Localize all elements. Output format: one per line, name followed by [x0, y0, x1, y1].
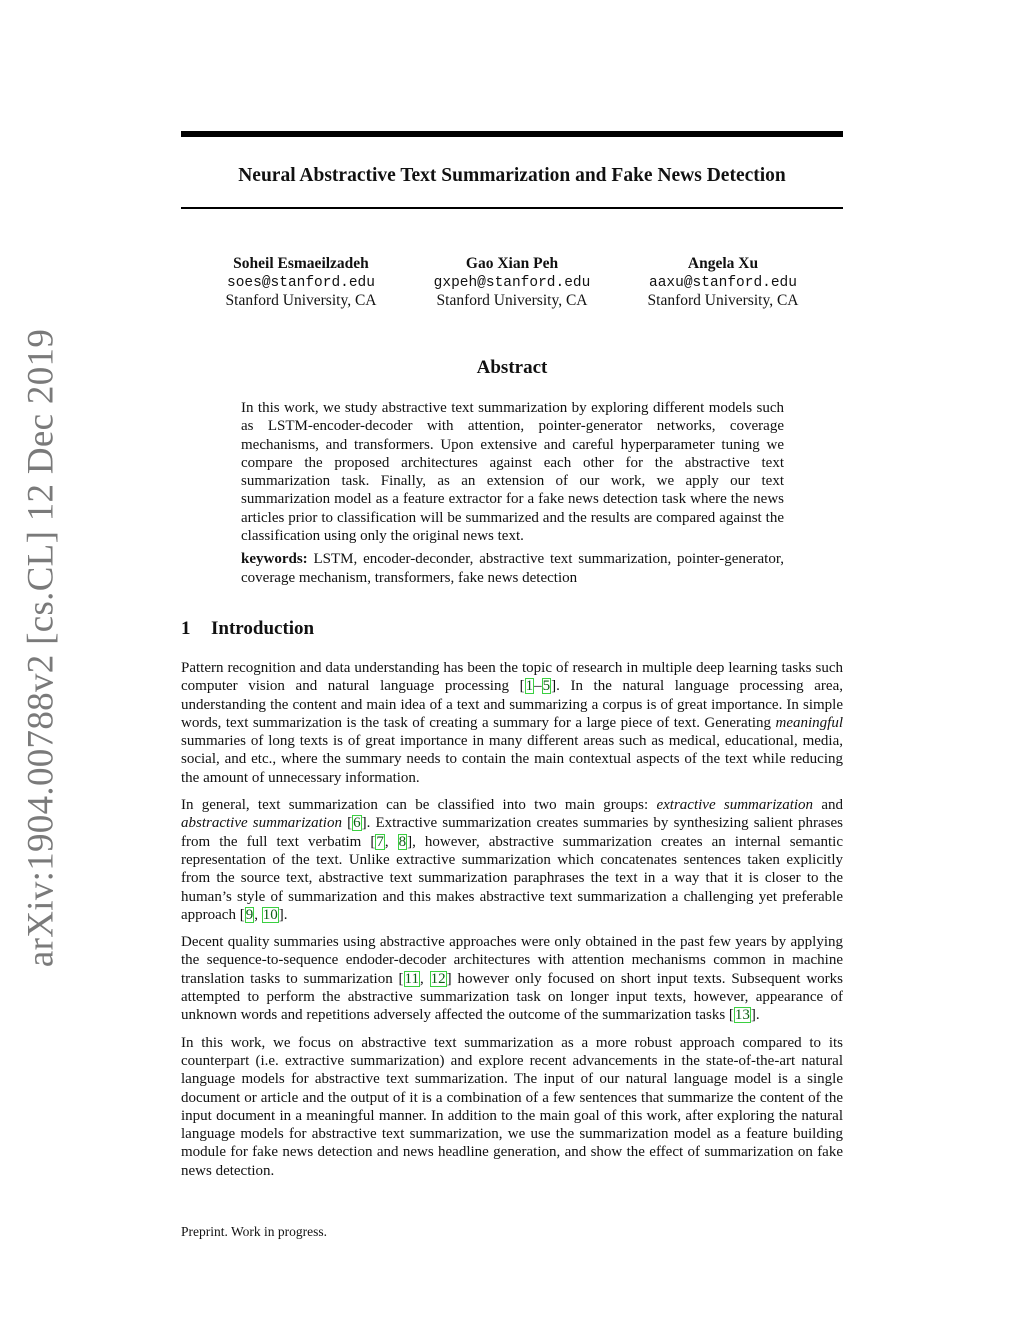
citation-link[interactable]: 10 — [262, 906, 278, 923]
title-block — [181, 131, 843, 209]
author-block — [191, 255, 411, 311]
footer-note: Preprint. Work in progress. — [181, 1224, 328, 1239]
author-email: aaxu@stanford.edu — [649, 274, 797, 291]
citation-link[interactable]: 1 — [525, 678, 534, 695]
author-affiliation: Stanford University, CA — [436, 292, 588, 309]
section-title: Introduction — [211, 618, 315, 639]
paragraph: Pattern recognition and data understanding has been the topic of research in multiple deep learning tasks such computer vision and natural language processing [1–5]. In the natural language processing area, understanding the content and main idea of a text and summarizing a corpus is of great importance. In simple words, text summarization is the task of creating a summary for a large piece of text. Generating meaningful summaries of long texts is of great importance in many different areas such as medical, educational, media, social, and etc., where the summary needs to contain the main contextual aspects of the text while reducing the amount of unnecessary information. — [181, 660, 843, 786]
keywords-label: keywords: — [241, 551, 308, 568]
paragraph: Decent quality summaries using abstractive approaches were only obtained in the past few years by applying the sequence-to-sequence endoder-decoder architectures with attention mechanisms common in machine translation tasks to summarization [11, 12] however only focused on short input texts. Subsequent works attempted to perform the abstractive summarization task on longer input texts, however, appearance of unknown words and repetitions adversely affected the outcome of the summarization tasks [13]. — [181, 934, 843, 1024]
paper-title: Neural Abstractive Text Summarization and Fake News Detection — [238, 165, 786, 186]
citation-link[interactable]: 6 — [353, 815, 361, 832]
emphasis: abstractive summarization — [181, 815, 342, 832]
author-block — [402, 255, 622, 311]
citation-link[interactable]: 5 — [542, 678, 551, 695]
citation-link[interactable]: 7 — [376, 833, 384, 850]
author-email: soes@stanford.edu — [227, 274, 375, 291]
author-name: Gao Xian Peh — [465, 255, 559, 272]
author-affiliation: Stanford University, CA — [647, 292, 799, 309]
abstract-text: In this work, we study abstractive text summarization by exploring different models such as LSTM-encoder-decoder with attention, pointer-generator networks, coverage mechanisms, and transformers. Upon extensive and careful hyperparameter tuning we compare the proposed architectures against each other for the abstractive text summarization task. Finally, as an extension of our work, we apply our text summarization model as a feature extractor for a fake news detection task where the news articles prior to classification will be summarized and the results are compared against the classification using only the original news text. — [241, 400, 784, 545]
citation-link[interactable]: 11 — [404, 970, 419, 987]
author-affiliation: Stanford University, CA — [225, 292, 377, 309]
title-bottom-rule — [181, 207, 843, 209]
author-email: gxpeh@stanford.edu — [433, 274, 591, 291]
keywords — [241, 550, 784, 587]
paragraph: In this work, we focus on abstractive text summarization as a more robust approach compared to its counterpart (i.e. extractive summarization) and explore recent advancements in the state-of-the-art natural language models for abstractive text summarization. The input of our natural language model is a single document or article and the output of it is a combination of a few sentences that summarize the content of the input document in a meaningful manner. In addition to the main goal of this work, after exploring the natural language models for abstractive text summarization, we use the summarization model as a feature building module for fake news detection and news headline generation, and show the effect of summarization on fake news detection. — [181, 1034, 843, 1179]
keywords-list: LSTM, encoder-deconder, abstractive text summarization, pointer-generator, coverage mechanism, transformers, fake news detection — [241, 551, 784, 586]
arxiv-identifier: arXiv:1904.00788v2 [cs.CL] 12 Dec 2019 — [20, 328, 62, 968]
paragraph: In general, text summarization can be classified into two main groups: extractive summarization and abstractive summarization [6]. Extractive summarization creates summaries by synthesizing salient phrases from the full text verbatim [7, 8], however, abstractive summarization creates an internal semantic representation of the text. Unlike extractive summarization which concatenates sentences taken explicitly from the source text, abstractive text summarization paraphrases the text in a way that it is closer to the human’s style of summarization and this makes abstractive text summarization a challenging yet preferable approach [9, 10]. — [181, 797, 844, 923]
section-number: 1 — [181, 618, 191, 639]
title-top-rule — [181, 131, 843, 137]
introduction-body — [181, 659, 843, 1189]
author-name: Angela Xu — [687, 255, 759, 272]
citation-link[interactable]: 8 — [398, 833, 407, 850]
author-block — [613, 255, 833, 311]
citation-link[interactable]: 12 — [430, 970, 446, 987]
emphasis: extractive summarization — [656, 797, 814, 814]
section-heading-introduction — [181, 618, 314, 640]
author-name: Soheil Esmaeilzadeh — [233, 255, 369, 272]
citation-link[interactable]: 13 — [734, 1007, 750, 1024]
emphasis: meaningful — [775, 714, 843, 731]
abstract-body — [241, 399, 784, 587]
abstract-heading: Abstract — [476, 357, 548, 378]
citation-link[interactable]: 9 — [245, 906, 254, 923]
